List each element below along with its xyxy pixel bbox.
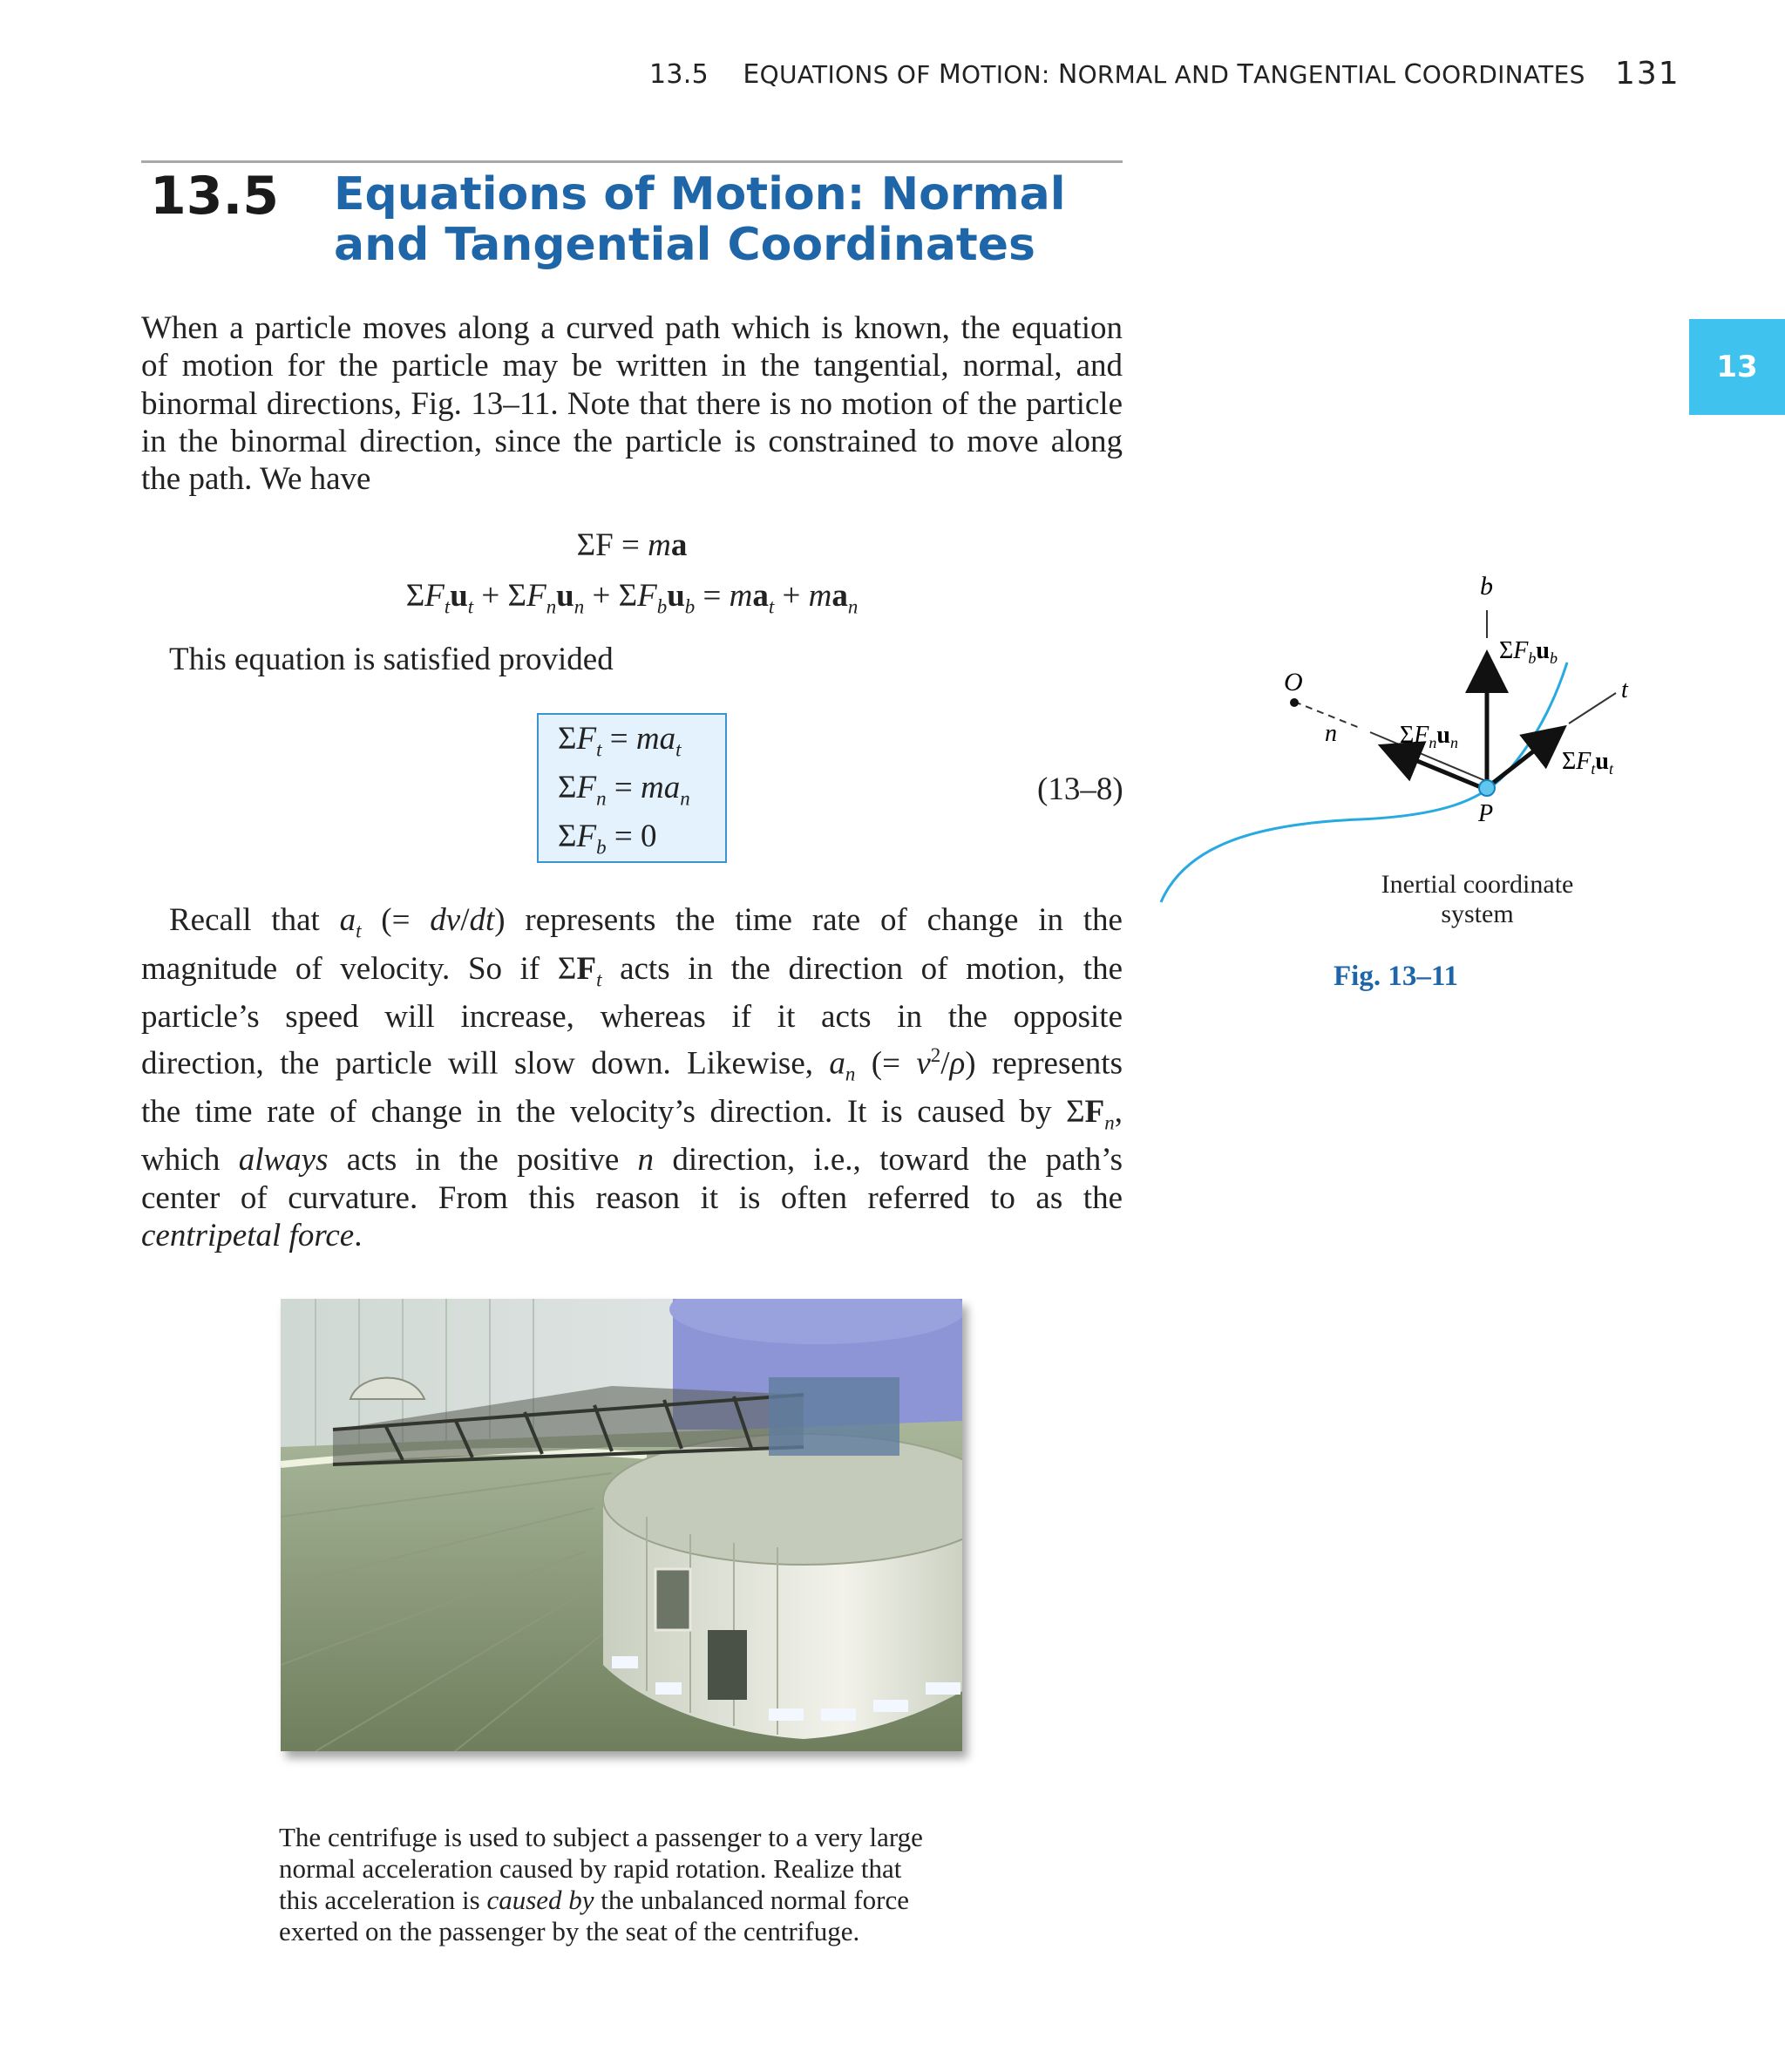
paragraph-line: magnitude of velocity. So if $\Sigma F_t$ acts in the direction of motion, the xyxy=(141,950,1123,991)
satisfied-text: This equation is satisfied provided xyxy=(169,642,614,677)
equation-components: $\Sigma F_tu_t + \Sigma F_nu_n + \Sigma F_bu_b = ma_t + ma_n$ xyxy=(405,578,859,618)
photo-caption: The centrifuge is used to subject a passenger to a very large normal acceleration caused by rapid rotation. Realize that this acceleration is caused by the unbalanced normal force exerted on the passenger by the seat of the centrifuge. xyxy=(279,1822,923,1946)
equation-number: (13–8) xyxy=(1037,771,1123,807)
paragraph-line: When a particle moves along a curved path which is known, the equation xyxy=(141,310,1123,346)
running-header: 13.5 EQUATIONS OF MOTION: NORMAL AND TANGENTIAL COORDINATES xyxy=(649,59,1585,90)
paragraph-line: direction, the particle will slow down. Likewise, $a_n$ (= $v^2/\rho$) represents xyxy=(141,1043,1123,1085)
section-rule xyxy=(141,160,1123,163)
chapter-tab[interactable]: 13 xyxy=(1689,319,1785,415)
label-sum-fn-un: $\Sigma F_nu_n$ xyxy=(1400,722,1458,751)
label-sum-fb-ub: $\Sigma F_bu_b$ xyxy=(1499,637,1558,667)
tangential-force-arrow xyxy=(1489,730,1560,786)
equation-newton: ΣF = ma xyxy=(576,527,688,563)
equation-binormal: $\Sigma F_b = 0$ xyxy=(558,819,657,859)
label-sum-ft-ut: $\Sigma F_tu_t$ xyxy=(1562,748,1614,778)
section-number: 13.5 xyxy=(150,166,280,227)
label-O: O xyxy=(1284,668,1303,696)
particle-path xyxy=(1161,662,1567,902)
label-t: t xyxy=(1621,676,1628,703)
centrifuge-photo xyxy=(281,1299,962,1751)
paragraph-line: the time rate of change in the velocity’s direction. It is caused by $\Sigma F_n$, xyxy=(141,1093,1123,1134)
label-n: n xyxy=(1325,720,1337,747)
paragraph-line: Recall that $a_t$ (= dv/dt) represents the time rate of change in the xyxy=(169,902,1123,942)
equation-tangential: $\Sigma F_t = ma_t$ xyxy=(558,721,682,761)
label-P: P xyxy=(1478,800,1494,827)
recall-paragraph xyxy=(141,901,1123,1254)
particle xyxy=(1479,780,1495,796)
paragraph-line: the path. We have xyxy=(141,461,371,498)
figure-label: Fig. 13–11 xyxy=(1334,961,1459,992)
figure-caption: Inertial coordinate system xyxy=(1381,870,1574,928)
centrifuge-illustration xyxy=(281,1299,962,1751)
intro-paragraph xyxy=(141,309,1123,498)
paragraph-line: center of curvature. From this reason it is often referred to as the xyxy=(141,1179,1123,1216)
t-axis xyxy=(1569,693,1616,724)
running-section-number: 13.5 xyxy=(649,59,709,90)
paragraph-line: which always acts in the positive n direction, i.e., toward the path’s xyxy=(141,1142,1123,1179)
paragraph-line: of motion for the particle may be written in the tangential, normal, and xyxy=(141,348,1123,384)
label-b: b xyxy=(1480,572,1493,601)
paragraph-line: binormal directions, Fig. 13–11. Note that there is no motion of the particle xyxy=(141,385,1123,422)
section-title: Equations of Motion: Normal and Tangential Coordinates xyxy=(334,168,1066,271)
normal-force-arrow xyxy=(1386,748,1487,790)
center-point xyxy=(1290,698,1299,707)
equation-box xyxy=(537,713,727,863)
paragraph-line: in the binormal direction, since the particle is constrained to move along xyxy=(141,423,1123,459)
figure-13-11 xyxy=(1150,558,1639,907)
paragraph-line: centripetal force. xyxy=(141,1217,363,1253)
paragraph-line: particle’s speed will increase, whereas if it acts in the opposite xyxy=(141,999,1123,1036)
page-number: 131 xyxy=(1615,56,1680,92)
equation-normal: $\Sigma F_n = ma_n$ xyxy=(558,770,690,810)
